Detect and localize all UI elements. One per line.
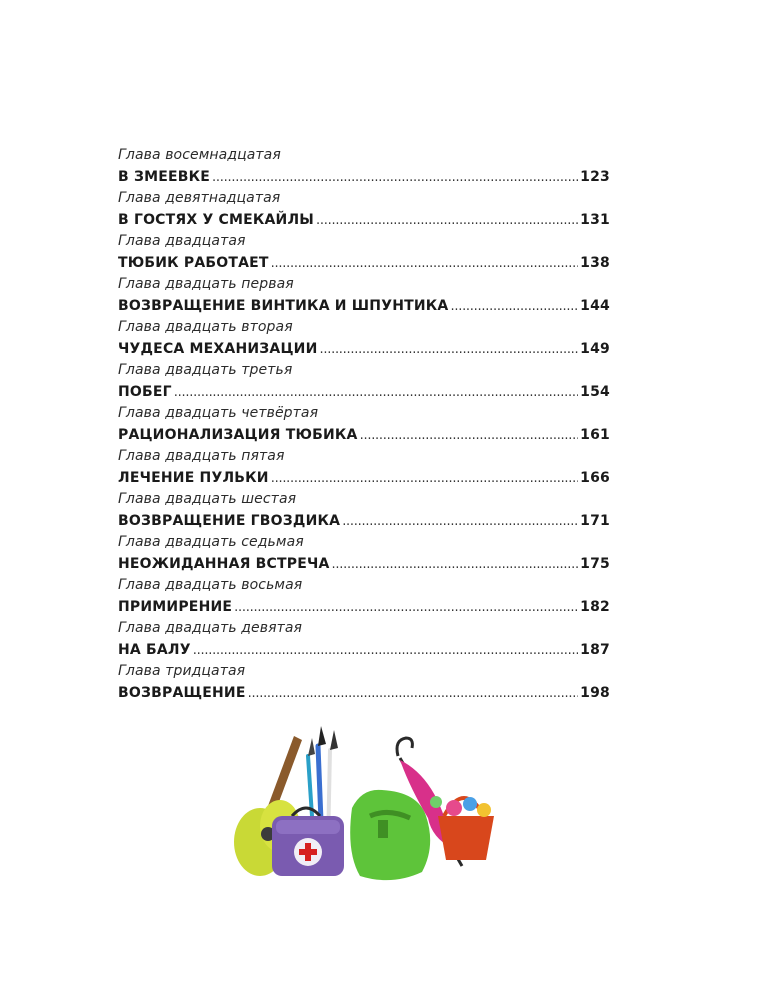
chapter-label: Глава двадцать седьмая [118,534,304,550]
chapter-title: РАЦИОНАЛИЗАЦИЯ ТЮБИКА [118,427,358,443]
toc-row[interactable] [118,380,610,404]
chapter-label: Глава двадцать шестая [118,491,297,507]
toc-row[interactable] [118,638,610,662]
chapter-title: НА БАЛУ [118,642,191,658]
toc-entry [118,189,610,232]
toc-entry [118,361,610,404]
chapter-label: Глава двадцать первая [118,276,294,292]
page-number: 198 [580,685,610,701]
dot-leader [319,338,578,362]
toc-row[interactable] [118,251,610,275]
page-number: 171 [580,513,610,529]
toc-row[interactable] [118,552,610,576]
chapter-title: В ЗМЕЕВКЕ [118,169,211,185]
page-number: 138 [580,255,610,271]
page-number: 123 [580,169,610,185]
dot-leader [174,381,578,405]
chapter-title: В ГОСТЯХ У СМЕКАЙЛЫ [118,212,315,228]
dot-leader [193,639,578,663]
page-number: 154 [580,384,610,400]
toc-entry [118,490,610,533]
toc-entry [118,404,610,447]
chapter-label: Глава девятнадцатая [118,190,281,206]
chapter-label: Глава двадцать вторая [118,319,293,335]
toc-row[interactable] [118,294,610,318]
page-number: 187 [580,642,610,658]
page-number: 161 [580,427,610,443]
page-number: 175 [580,556,610,572]
chapter-title: ПРИМИРЕНИЕ [118,599,233,615]
chapter-label: Глава двадцать восьмая [118,577,303,593]
chapter-title: ПОБЕГ [118,384,172,400]
dot-leader [248,682,579,706]
chapter-label: Глава двадцать третья [118,362,293,378]
dot-leader [234,596,578,620]
page-number: 182 [580,599,610,615]
medical-bag-icon [272,808,344,876]
dot-leader [360,424,579,448]
chapter-title: ВОЗВРАЩЕНИЕ [118,685,246,701]
toc-row[interactable] [118,595,610,619]
dot-leader [450,295,578,319]
toc-entry [118,447,610,490]
page-number: 144 [580,298,610,314]
chapter-title: ТЮБИК РАБОТАЕТ [118,255,269,271]
toc-row[interactable] [118,337,610,361]
toc-entry [118,275,610,318]
table-of-contents [118,146,610,705]
chapter-title: ЛЕЧЕНИЕ ПУЛЬКИ [118,470,269,486]
dot-leader [271,467,578,491]
page-number: 149 [580,341,610,357]
chapter-label: Глава двадцать девятая [118,620,303,636]
toc-row[interactable] [118,509,610,533]
page-number: 166 [580,470,610,486]
chapter-title: НЕОЖИДАННАЯ ВСТРЕЧА [118,556,330,572]
dot-leader [316,209,578,233]
toc-row[interactable] [118,165,610,189]
toc-entry [118,576,610,619]
chapter-label: Глава восемнадцатая [118,147,281,163]
toc-row[interactable] [118,466,610,490]
dot-leader [342,510,578,534]
chapter-label: Глава двадцать пятая [118,448,285,464]
chapter-title: ЧУДЕСА МЕХАНИЗАЦИИ [118,341,318,357]
green-backpack-icon [350,790,430,880]
dot-leader [271,252,579,276]
dot-leader [332,553,579,577]
chapter-label: Глава тридцатая [118,663,246,679]
chapter-label: Глава двадцать четвёртая [118,405,319,421]
toc-entry [118,232,610,275]
toc-entry [118,146,610,189]
page-number: 131 [580,212,610,228]
toc-entry [118,318,610,361]
toc-row[interactable] [118,423,610,447]
dot-leader [212,166,578,190]
travel-belongings-illustration-icon [222,716,522,896]
chapter-title: ВОЗВРАЩЕНИЕ ГВОЗДИКА [118,513,341,529]
toc-entry [118,619,610,662]
toc-entry [118,533,610,576]
chapter-title: ВОЗВРАЩЕНИЕ ВИНТИКА И ШПУНТИКА [118,298,449,314]
toc-row[interactable] [118,208,610,232]
toc-row[interactable] [118,681,610,705]
toc-entry [118,662,610,705]
chapter-label: Глава двадцатая [118,233,246,249]
